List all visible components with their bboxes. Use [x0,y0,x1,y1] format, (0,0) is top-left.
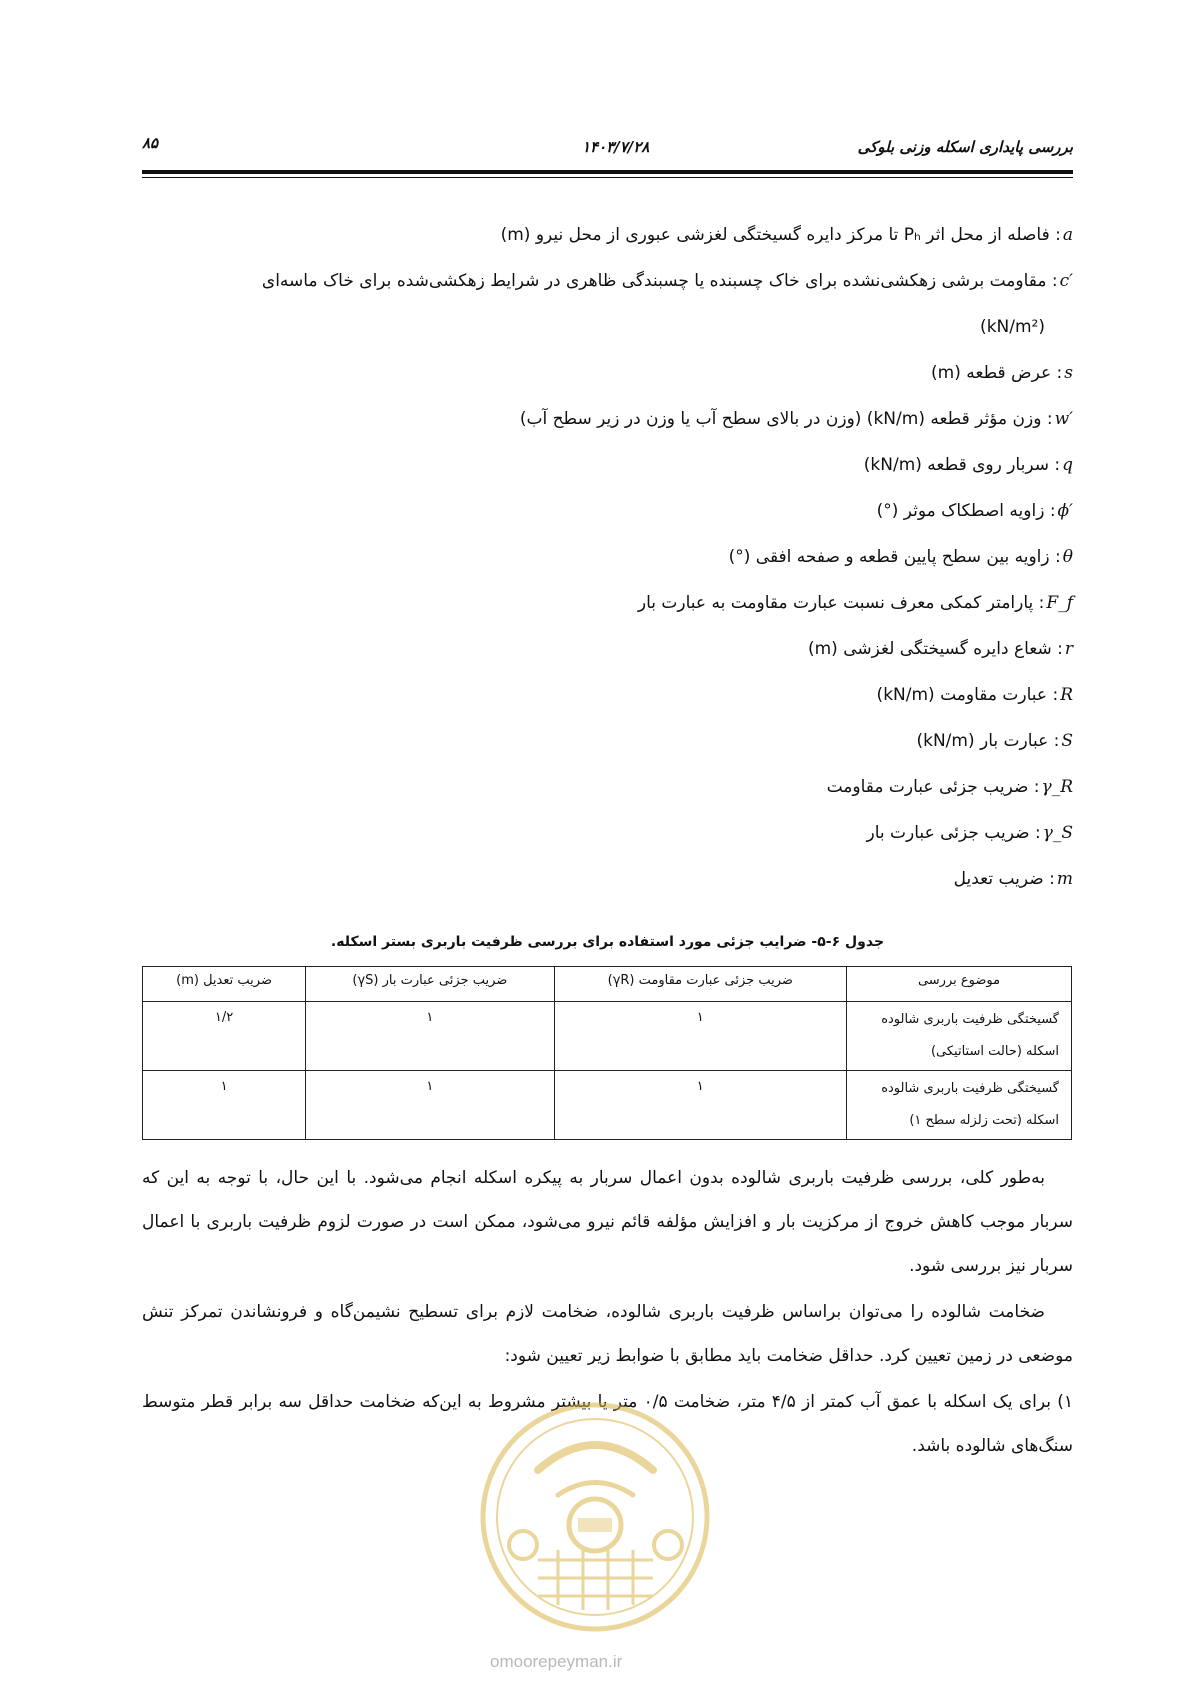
definition-symbol: s [1064,363,1073,383]
definition-text: : وزن مؤثر قطعه (kN/m) (وزن در بالای سطح آب یا وزن در زیر سطح آب) [519,409,1053,429]
partial-factors-table [142,966,1072,1140]
column-header-subject: موضوع بررسی [847,967,1072,1002]
definition-symbol: γ_S [1042,823,1073,843]
header-date: ۱۴۰۳/۷/۲۸ [582,138,650,156]
definition-text: : ضریب تعدیل [953,869,1055,889]
definition-symbol: R [1060,685,1073,705]
table-cell-subject [847,1071,1072,1140]
definition-symbol: w′ [1054,409,1073,429]
definition-symbol: F_f [1046,593,1073,613]
watermark-url: omoorepeyman.ir [490,1652,623,1671]
definition-q [142,442,1073,488]
definition-c-prime [142,258,1073,304]
definition-text: : زاویه اصطکاک موثر (°) [876,501,1056,521]
table-cell-gamma-s: ۱ [306,1002,554,1071]
column-header-gamma-s: ضریب جزئی عبارت بار (γS) [306,967,554,1002]
subject-line: اسکله (تحت زلزله سطح ۱) [909,1113,1059,1128]
subject-line: اسکله (حالت استاتیکی) [930,1044,1059,1059]
definition-symbol: m [1056,869,1073,889]
paragraph-foundation-thickness: ضخامت شالوده را می‌توان براساس ظرفیت باربری شالوده، ضخامت لازم برای تسطیح نشیمن‌گاه و فرونشاندن تمرکز تنش موضعی در زمین تعیین کرد. حداقل ضخامت باید مطابق با ضوابط زیر تعیین شود: [142,1302,1073,1366]
definition-text: : پارامتر کمکی معرف نسبت عبارت مقاومت به عبارت بار [637,593,1045,613]
definition-gamma-r [142,764,1073,810]
definition-text: : مقاومت برشی زهکشی‌نشده برای خاک چسبنده یا چسبندگی ظاهری در شرایط زهکشی‌شده برای خاک ماسه‌ای [261,271,1058,291]
table-header-row [143,967,1072,1002]
definition-text: : عبارت بار (kN/m) [916,731,1060,751]
definition-s-upper [142,718,1073,764]
table-cell-m: ۱ [143,1071,306,1140]
definition-r-lower [142,626,1073,672]
page-header [142,128,1073,168]
table-caption: جدول ۶-۵- ضرایب جزئی مورد استفاده برای بررسی ظرفیت باربری بستر اسکله. [330,934,885,950]
definition-s [142,350,1073,396]
definition-text: : شعاع دایره گسیختگی لغزشی (m) [807,639,1063,659]
page-number: ۸۵ [142,134,159,152]
subject-line: گسیختگی ظرفیت باربری شالوده [881,1012,1059,1027]
table-cell-m: ۱/۲ [143,1002,306,1071]
definition-a [142,212,1073,258]
definition-symbol: γ_R [1041,777,1073,797]
table-row [143,1002,1072,1071]
definition-text: : ضریب جزئی عبارت مقاومت [826,777,1040,797]
definition-gamma-s [142,810,1073,856]
table-cell-subject [847,1002,1072,1071]
definition-ff [142,580,1073,626]
definition-text: : سربار روی قطعه (kN/m) [863,455,1061,475]
header-title: بررسی پایداری اسکله وزنی بلوکی [857,138,1073,156]
table-cell-gamma-s: ۱ [306,1071,554,1140]
definition-theta [142,534,1073,580]
definition-c-prime-unit: (kN/m²) [980,317,1045,337]
definition-w-prime [142,396,1073,442]
definition-text: : عرض قطعه (m) [931,363,1063,383]
definition-text: : زاویه بین سطح پایین قطعه و صفحه افقی (°) [728,547,1061,567]
header-rule-thin [142,177,1073,178]
definition-symbol: θ [1062,547,1073,567]
table-row [143,1071,1072,1140]
paragraph-rule-1: ۱) برای یک اسکله با عمق آب کمتر از ۴/۵ متر، ضخامت ۰/۵ متر یا بیشتر مشروط به این‌که ضخامت حداقل سه برابر قطر متوسط سنگ‌های شالوده باشد. [142,1392,1074,1456]
definition-text: : عبارت مقاومت (kN/m) [876,685,1059,705]
table-cell-gamma-r: ۱ [554,1071,846,1140]
definition-symbol: q [1062,455,1073,475]
column-header-gamma-r: ضریب جزئی عبارت مقاومت (γR) [554,967,846,1002]
column-header-m: ضریب تعدیل (m) [143,967,306,1002]
definition-phi-prime [142,488,1073,534]
definition-text: : فاصله از محل اثر Pₕ تا مرکز دایره گسیختگی لغزشی عبوری از محل نیرو (m) [500,225,1061,245]
definition-m [142,856,1073,902]
definition-symbol: ϕ′ [1057,501,1073,521]
definition-symbol: S [1061,731,1073,751]
header-rule-thick [142,170,1073,174]
subject-line: گسیختگی ظرفیت باربری شالوده [881,1081,1059,1096]
definition-symbol: r [1064,639,1073,659]
definition-symbol: a [1062,225,1073,245]
seal-watermark [478,1400,713,1635]
definition-symbol: c′ [1059,271,1073,291]
definition-r-upper [142,672,1073,718]
paragraph-bearing-capacity: به‌طور کلی، بررسی ظرفیت باربری شالوده بدون اعمال سربار به پیکره اسکله انجام می‌شود. با این حال، با توجه به این که سربار موجب کاهش خروج از مرکزیت بار و افزایش مؤلفه قائم نیرو می‌شود، ممکن است در صورت لزوم ظرفیت باربری با اعمال سربار نیز بررسی شود. [142,1168,1073,1276]
symbol-definitions [142,212,1073,902]
table-cell-gamma-r: ۱ [554,1002,846,1071]
definition-text: : ضریب جزئی عبارت بار [866,823,1041,843]
